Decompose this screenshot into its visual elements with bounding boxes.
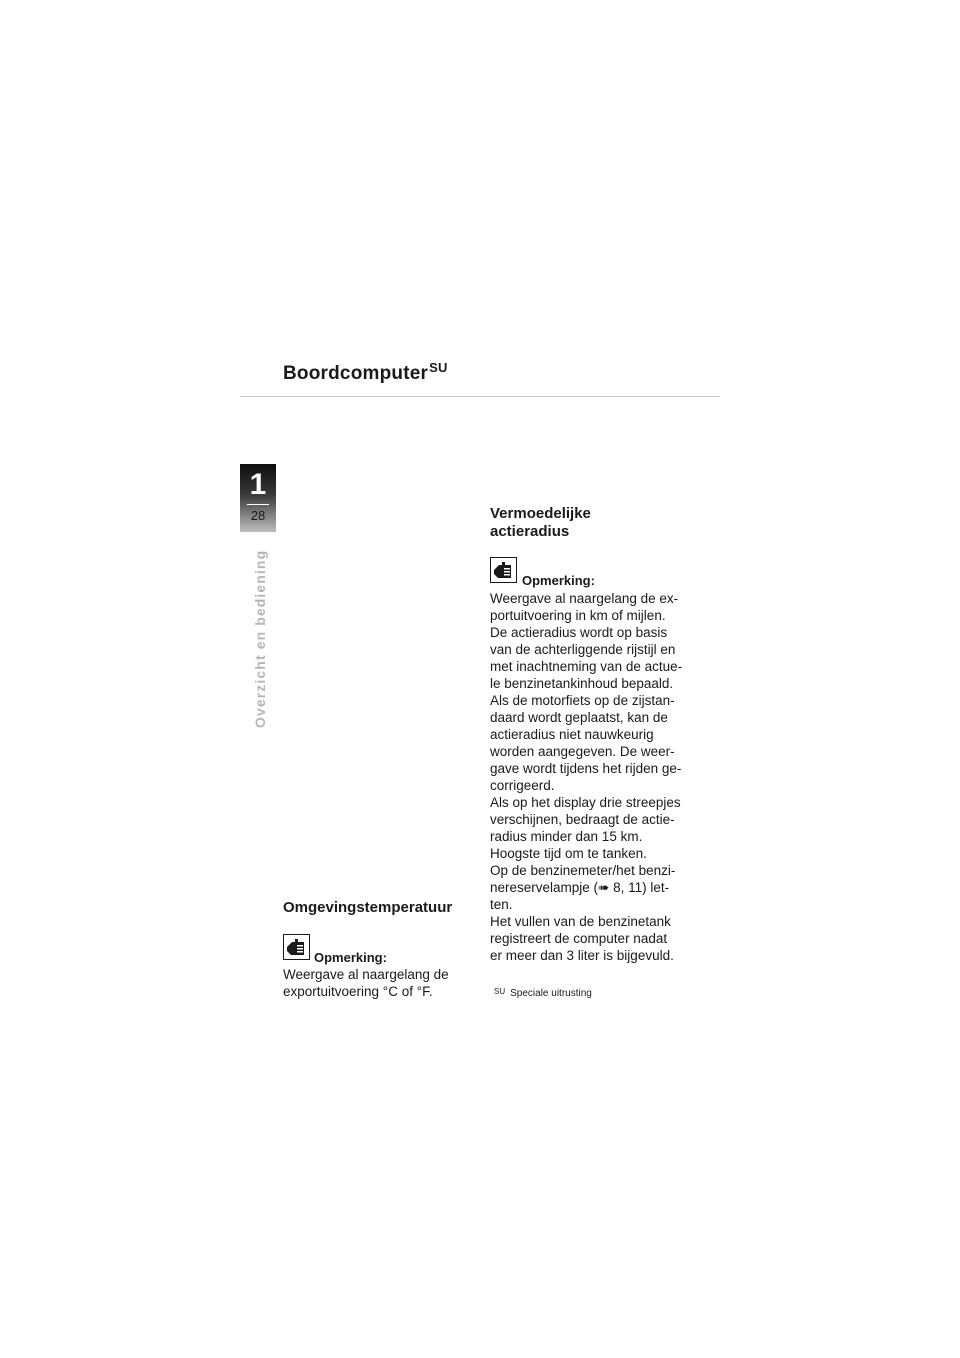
- chapter-side-label: Overzicht en bediening: [252, 549, 268, 728]
- page-title: [283, 360, 448, 385]
- section-heading-range: [490, 505, 591, 541]
- text-line: nereservelampje (➠ 8, 11) let-: [490, 880, 670, 895]
- note-hand-icon: [283, 934, 310, 960]
- text-line: Hoogste tijd om te tanken.: [490, 846, 647, 861]
- left-body-text: [283, 966, 449, 1000]
- text-line: registreert de computer nadat: [490, 931, 668, 946]
- text-line: corrigeerd.: [490, 778, 555, 793]
- header-divider: [240, 396, 720, 397]
- text-line: Weergave al naargelang de: [283, 967, 449, 982]
- text-line: ten.: [490, 897, 513, 912]
- heading-line: Vermoedelijke: [490, 505, 591, 522]
- text-line: verschijnen, bedraagt de actie-: [490, 812, 675, 827]
- footnote-mark: SU: [494, 987, 506, 996]
- text-line: daard wordt geplaatst, kan de: [490, 710, 668, 725]
- text-line: actieradius niet nauwkeurig: [490, 727, 654, 742]
- text-line: Op de benzinemeter/het benzi-: [490, 863, 676, 878]
- page-title-superscript: SU: [429, 360, 448, 375]
- text-line: Als op het display drie streepjes: [490, 795, 681, 810]
- text-line: er meer dan 3 liter is bijgevuld.: [490, 948, 674, 963]
- chapter-separator: [247, 504, 269, 505]
- heading-line: actieradius: [490, 523, 570, 540]
- right-body-text: [490, 590, 682, 964]
- page-number: 28: [250, 508, 266, 523]
- chapter-tab: [240, 464, 276, 532]
- text-line: le benzinetankinhoud bepaald.: [490, 676, 674, 691]
- text-line: Het vullen van de benzinetank: [490, 914, 671, 929]
- note-hand-icon: [490, 557, 517, 583]
- text-line: radius minder dan 15 km.: [490, 829, 643, 844]
- text-line: worden aangegeven. De weer-: [490, 744, 675, 759]
- text-line: exportuitvoering °C of °F.: [283, 984, 433, 999]
- note-label: Opmerking:: [314, 950, 387, 965]
- text-line: met inachtneming van de actue-: [490, 659, 683, 674]
- text-line: gave wordt tijdens het rijden ge-: [490, 761, 682, 776]
- section-heading-ambient-temperature: Omgevingstemperatuur: [283, 899, 453, 916]
- text-line: Weergave al naargelang de ex-: [490, 591, 679, 606]
- text-line: portuitvoering in km of mijlen.: [490, 608, 666, 623]
- chapter-number: 1: [249, 468, 267, 501]
- text-line: Als de motorfiets op de zijstan-: [490, 693, 675, 708]
- note-label: Opmerking:: [522, 573, 595, 588]
- text-line: van de achterliggende rijstijl en: [490, 642, 676, 657]
- page-title-text: Boordcomputer: [283, 363, 429, 384]
- footnote: [494, 987, 592, 999]
- text-line: De actieradius wordt op basis: [490, 625, 668, 640]
- footnote-text: Speciale uitrusting: [510, 988, 592, 999]
